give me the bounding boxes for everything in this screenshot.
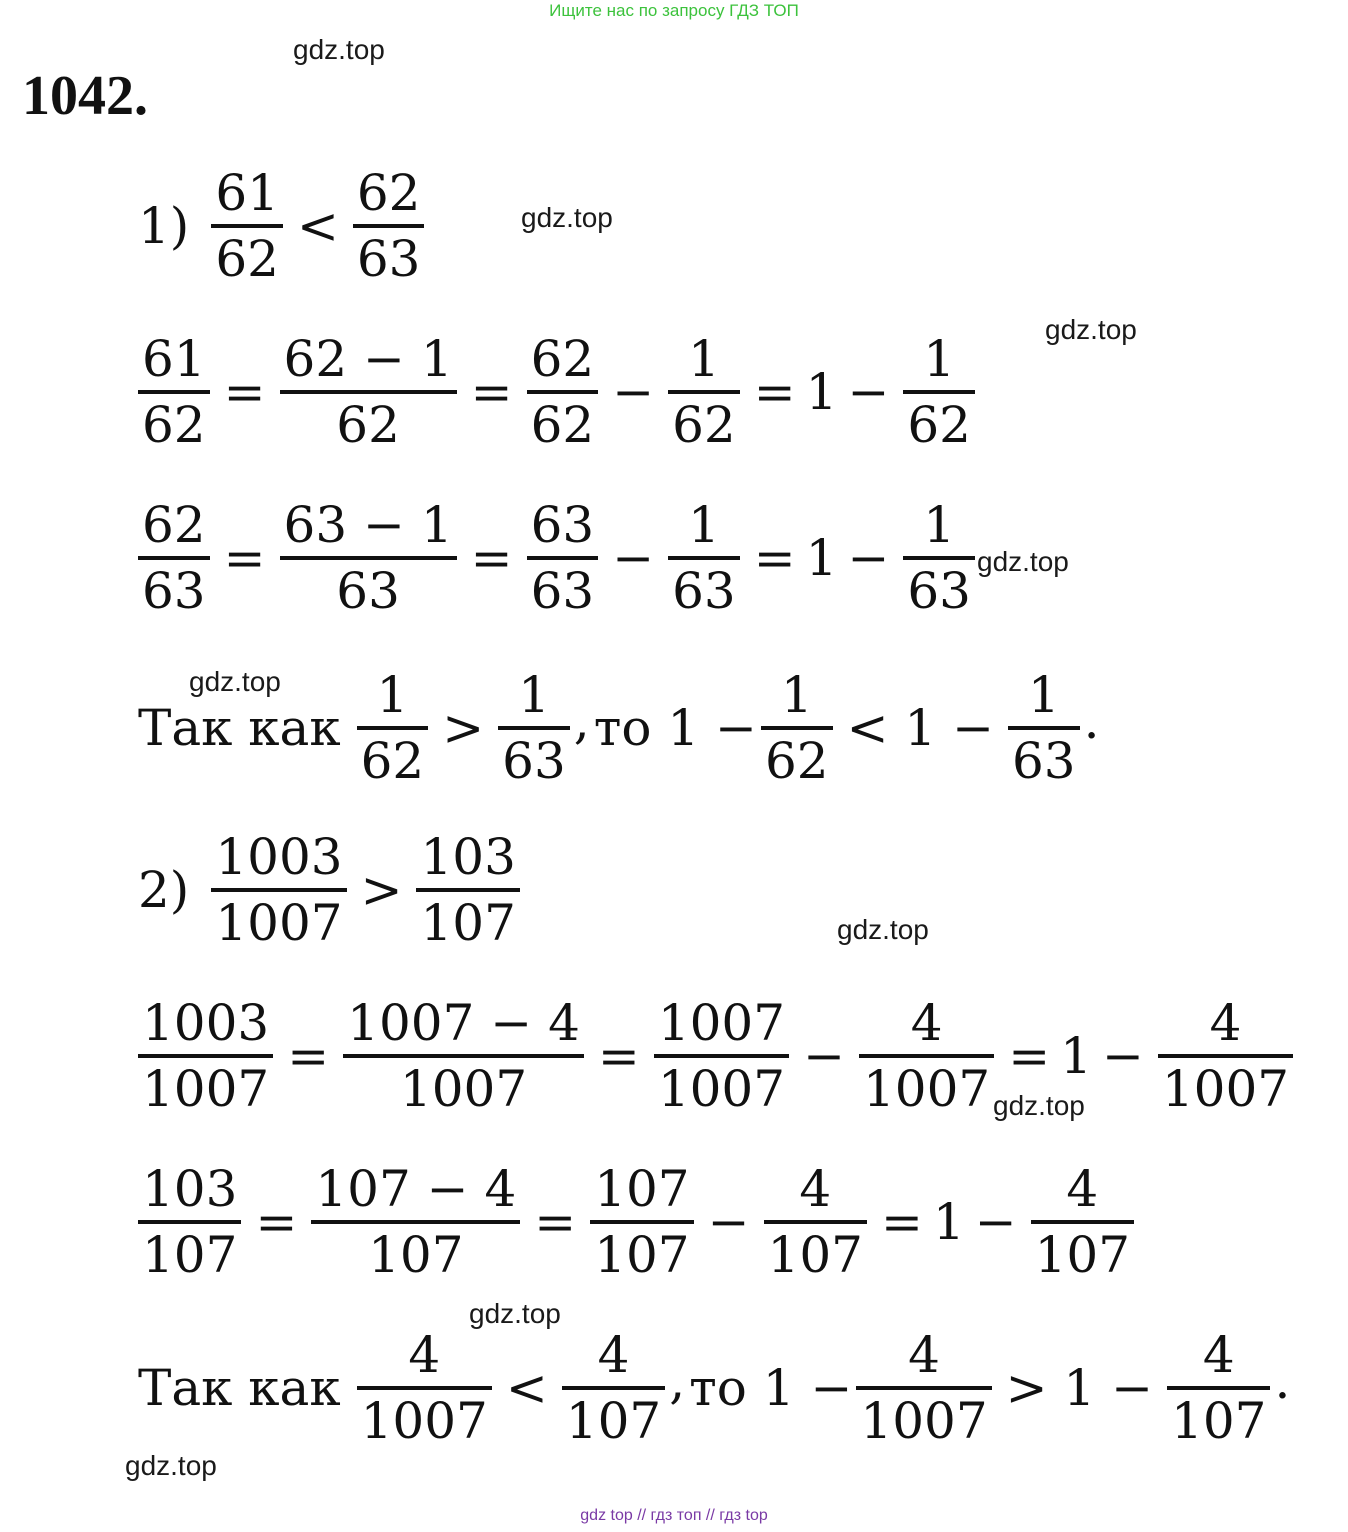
- fraction: [859, 994, 994, 1118]
- period: .: [1274, 1352, 1291, 1410]
- numerator: 62 − 1: [283, 330, 453, 388]
- denominator: 1007: [1158, 1054, 1293, 1114]
- denominator: 62: [138, 390, 210, 450]
- numerator: 1003: [215, 828, 343, 886]
- minus-sign: −: [847, 529, 890, 587]
- numerator: 62: [142, 496, 206, 554]
- fraction: [764, 1160, 867, 1284]
- numerator: 103: [420, 828, 516, 886]
- conclusion-text: Так как: [138, 699, 341, 757]
- denominator: 62: [527, 390, 599, 450]
- operator: <: [296, 197, 339, 255]
- operator: >: [360, 861, 403, 919]
- fraction: [590, 1160, 693, 1284]
- denominator: 107: [562, 1386, 665, 1446]
- fraction: [211, 828, 346, 952]
- part2-label: 2): [138, 861, 190, 919]
- part2-comparison: [138, 828, 524, 952]
- denominator: 63: [903, 556, 975, 616]
- denominator: 63: [527, 556, 599, 616]
- minus-sign: −: [847, 363, 890, 421]
- fraction: [138, 330, 210, 454]
- watermark: gdz.top: [521, 202, 613, 233]
- equals-sign: =: [255, 1193, 298, 1251]
- denominator: 62: [357, 726, 429, 786]
- numerator: 1: [688, 496, 720, 554]
- numerator: 1: [923, 330, 956, 388]
- fraction: [211, 164, 283, 288]
- denominator: 1007: [211, 888, 346, 948]
- denominator: 62: [211, 224, 283, 284]
- conclusion-then: то 1 −: [593, 699, 757, 757]
- denominator: 1007: [138, 1054, 273, 1114]
- fraction: [903, 330, 975, 454]
- denominator: 62: [668, 390, 740, 450]
- minus-sign: −: [803, 1027, 845, 1085]
- fraction: [343, 994, 584, 1118]
- fraction: [138, 994, 273, 1118]
- operator: < 1 −: [846, 699, 994, 757]
- problem-number: 1042.: [22, 65, 148, 127]
- minus-sign: −: [612, 529, 655, 587]
- fraction: [357, 1326, 492, 1450]
- numerator: 4: [1202, 1326, 1235, 1384]
- fraction: [527, 330, 599, 454]
- equals-sign: =: [223, 363, 266, 421]
- part1-equation-2: [134, 496, 979, 620]
- watermark: gdz.top: [189, 666, 281, 697]
- denominator: 63: [138, 556, 210, 616]
- equals-sign: =: [470, 363, 513, 421]
- numerator: 1: [518, 666, 550, 724]
- part1-equation-1: [134, 330, 979, 454]
- fraction: [761, 666, 833, 790]
- bottom-banner: gdz top // гдз топ // гдз top: [580, 1507, 768, 1524]
- numerator: 4: [1066, 1160, 1099, 1218]
- fraction: [1167, 1326, 1270, 1450]
- equals-sign: =: [287, 1027, 330, 1085]
- watermark: gdz.top: [293, 34, 385, 65]
- one: 1: [1060, 1027, 1092, 1085]
- numerator: 4: [597, 1326, 630, 1384]
- numerator: 1: [780, 666, 813, 724]
- numerator: 62: [530, 330, 595, 388]
- fraction: [416, 828, 519, 952]
- part2-equation-2: [134, 1160, 1138, 1284]
- denominator: 62: [903, 390, 975, 450]
- minus-sign: −: [974, 1193, 1017, 1251]
- numerator: 1007: [657, 994, 786, 1052]
- part1-comparison: [138, 164, 428, 288]
- denominator: 107: [311, 1220, 520, 1280]
- numerator: 1: [688, 330, 720, 388]
- fraction: [353, 164, 425, 288]
- fraction: [280, 496, 457, 620]
- watermark: gdz.top: [125, 1450, 217, 1481]
- operator: > 1 −: [1005, 1359, 1154, 1417]
- numerator: 107 − 4: [315, 1160, 517, 1218]
- numerator: 61: [215, 164, 279, 222]
- equals-sign: =: [1008, 1027, 1051, 1085]
- numerator: 1: [923, 496, 956, 554]
- part2-conclusion: [138, 1326, 1291, 1450]
- numerator: 1: [1027, 666, 1060, 724]
- fraction: [138, 496, 210, 620]
- equals-sign: =: [753, 363, 796, 421]
- fraction: [856, 1326, 991, 1450]
- equals-sign: =: [223, 529, 266, 587]
- part1-conclusion: [138, 666, 1100, 790]
- watermark: gdz.top: [1045, 314, 1137, 345]
- equals-sign: =: [753, 529, 796, 587]
- denominator: 63: [280, 556, 457, 616]
- denominator: 63: [353, 224, 425, 284]
- denominator: 107: [1031, 1220, 1134, 1280]
- equals-sign: =: [597, 1027, 640, 1085]
- denominator: 1007: [343, 1054, 584, 1114]
- comma: ,: [669, 1352, 686, 1410]
- watermark: gdz.top: [993, 1090, 1085, 1121]
- fraction: [1008, 666, 1080, 790]
- denominator: 107: [1167, 1386, 1270, 1446]
- numerator: 1003: [142, 994, 270, 1052]
- denominator: 107: [138, 1220, 241, 1280]
- part1-label: 1): [138, 197, 190, 255]
- numerator: 1007 − 4: [347, 994, 580, 1052]
- numerator: 4: [799, 1160, 832, 1218]
- watermark: gdz.top: [469, 1298, 561, 1329]
- numerator: 4: [408, 1326, 441, 1384]
- minus-sign: −: [707, 1193, 750, 1251]
- numerator: 4: [1209, 994, 1242, 1052]
- fraction: [498, 666, 570, 790]
- fraction: [1031, 1160, 1134, 1284]
- fraction: [668, 496, 740, 620]
- fraction: [311, 1160, 520, 1284]
- equals-sign: =: [534, 1193, 577, 1251]
- top-banner: Ищите нас по запросу ГДЗ ТОП: [549, 1, 799, 20]
- numerator: 103: [142, 1160, 238, 1218]
- fraction: [280, 330, 457, 454]
- period: .: [1083, 692, 1100, 750]
- fraction: [138, 1160, 241, 1284]
- fraction: [654, 994, 789, 1118]
- denominator: 1007: [654, 1054, 789, 1114]
- numerator: 4: [908, 1326, 940, 1384]
- denominator: 63: [498, 726, 570, 786]
- one: 1: [805, 363, 838, 421]
- numerator: 63 − 1: [283, 496, 453, 554]
- watermark: gdz.top: [977, 546, 1069, 577]
- numerator: 62: [356, 164, 421, 222]
- denominator: 107: [764, 1220, 867, 1280]
- denominator: 63: [668, 556, 740, 616]
- one: 1: [805, 529, 838, 587]
- comma: ,: [573, 692, 590, 750]
- fraction: [357, 666, 429, 790]
- numerator: 107: [594, 1160, 690, 1218]
- one: 1: [932, 1193, 965, 1251]
- part2-equation-1: [134, 994, 1297, 1118]
- fraction: [1158, 994, 1293, 1118]
- equals-sign: =: [470, 529, 513, 587]
- equals-sign: =: [880, 1193, 923, 1251]
- fraction: [903, 496, 975, 620]
- minus-sign: −: [1101, 1027, 1144, 1085]
- numerator: 63: [530, 496, 595, 554]
- watermark: gdz.top: [837, 914, 929, 945]
- fraction: [668, 330, 740, 454]
- denominator: 107: [590, 1220, 693, 1280]
- denominator: 62: [280, 390, 457, 450]
- minus-sign: −: [612, 363, 655, 421]
- conclusion-text: Так как: [138, 1359, 341, 1417]
- denominator: 62: [761, 726, 833, 786]
- denominator: 63: [1008, 726, 1080, 786]
- numerator: 61: [142, 330, 206, 388]
- operator: <: [505, 1359, 548, 1417]
- denominator: 107: [416, 888, 519, 948]
- conclusion-then: то 1 −: [689, 1359, 853, 1417]
- numerator: 4: [910, 994, 943, 1052]
- fraction: [527, 496, 599, 620]
- denominator: 1007: [859, 1054, 994, 1114]
- fraction: [562, 1326, 665, 1450]
- operator: >: [442, 699, 485, 757]
- denominator: 1007: [856, 1386, 991, 1446]
- denominator: 1007: [357, 1386, 492, 1446]
- numerator: 1: [376, 666, 409, 724]
